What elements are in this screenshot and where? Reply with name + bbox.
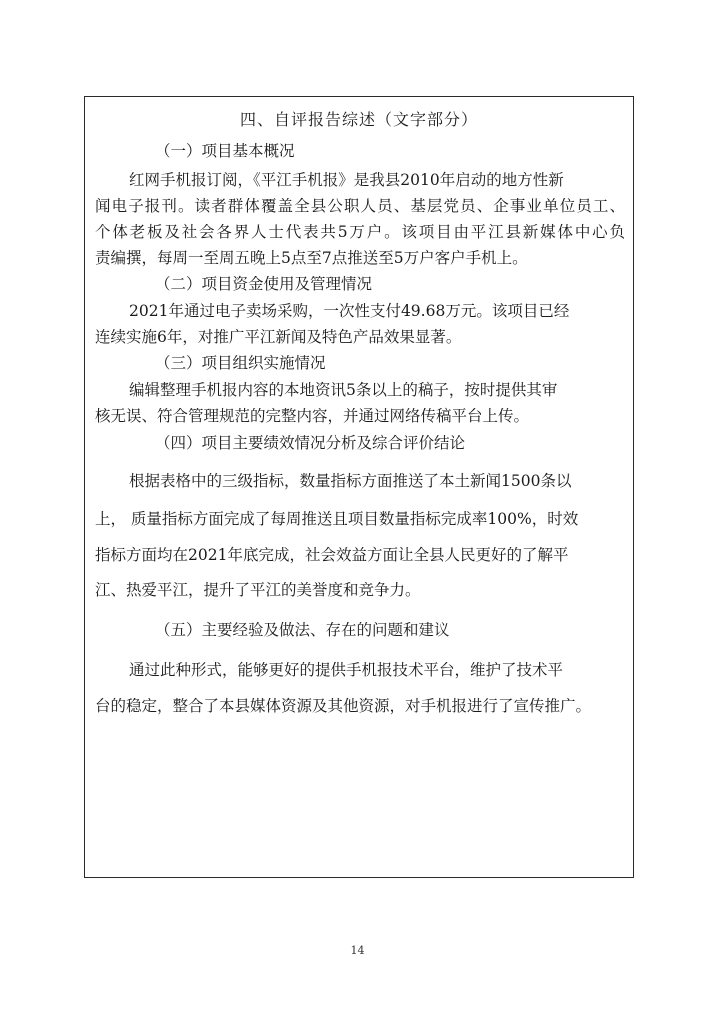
subsection-title-4: （四）项目主要绩效情况分析及综合评价结论	[155, 434, 466, 452]
paragraph-line: 指标方面均在2021年底完成，社会效益方面让全县人民更好的了解平	[95, 546, 569, 564]
paragraph-line: 2021年通过电子卖场采购，一次性支付49.68万元。该项目已经	[129, 302, 570, 320]
subsection-title-2: （二）项目资金使用及管理情况	[155, 275, 373, 293]
paragraph-line: 江、热爱平江，提升了平江的美誉度和竞争力。	[95, 581, 421, 599]
subsection-title-5: （五）主要经验及做法、存在的问题和建议	[155, 621, 450, 639]
paragraph-line: 上， 质量指标方面完成了每周推送且项目数量指标完成率100%，时效	[95, 510, 579, 528]
paragraph-line: 编辑整理手机报内容的本地资讯5条以上的稿子，按时提供其审	[129, 381, 558, 399]
paragraph-line: 红网手机报订阅，《平江手机报》是我县2010年启动的地方性新	[129, 171, 564, 189]
paragraph-line: 责编撰，每周一至周五晚上5点至7点推送至5万户客户手机上。	[95, 249, 528, 267]
paragraph-line: 核无误、符合管理规范的完整内容，并通过网络传稿平台上传。	[95, 407, 530, 425]
paragraph-line: 个体老板及社会各界人士代表共5万户。该项目由平江县新媒体中心负	[95, 223, 625, 241]
page-number: 14	[350, 944, 365, 957]
paragraph-line: 台的稳定，整合了本县媒体资源及其他资源，对手机报进行了宣传推广。	[95, 697, 592, 715]
paragraph-line: 闻电子报刊。读者群体覆盖全县公职人员、基层党员、企事业单位员工、	[95, 197, 625, 215]
subsection-title-1: （一）项目基本概况	[155, 142, 295, 160]
paragraph-line: 连续实施6年，对推广平江新闻及特色产品效果显著。	[95, 328, 462, 346]
subsection-title-3: （三）项目组织实施情况	[155, 354, 326, 372]
paragraph-line: 根据表格中的三级指标，数量指标方面推送了本土新闻1500条以	[129, 472, 572, 490]
section-heading: 四、自评报告综述（文字部分）	[239, 110, 478, 129]
report-frame	[84, 96, 634, 878]
paragraph-line: 通过此种形式，能够更好的提供手机报技术平台，维护了技术平	[129, 661, 564, 679]
